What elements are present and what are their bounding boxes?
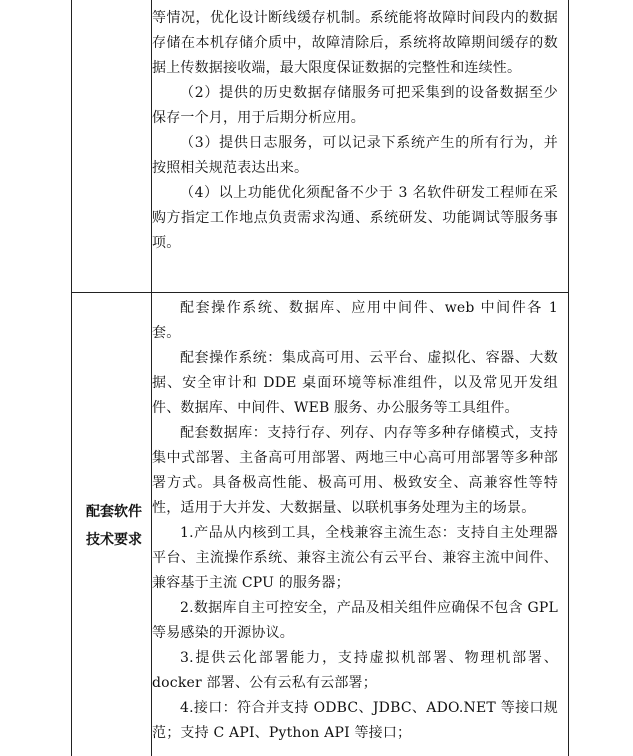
table-row-divider	[71, 292, 569, 293]
row-label-line: 配套软件	[86, 504, 142, 520]
paragraph: 配套操作系统：集成高可用、云平台、虚拟化、容器、大数据、安全审计和 DDE 桌面环境等标准组件，以及常见开发组件、数据库、中间件、WEB 服务、办公服务等工具组件。	[152, 350, 558, 416]
paragraph: 2.数据库自主可控安全，产品及相关组件应确保不包含 GPL 等易感染的开源协议。	[152, 600, 558, 641]
bottom-cell-content	[152, 296, 558, 746]
paragraph: 1.产品从内核到工具，全栈兼容主流生态：支持自主处理器平台、主流操作系统、兼容主流公有云平台、兼容主流中间件、兼容基于主流 CPU 的服务器；	[152, 525, 558, 591]
table-right-border	[568, 0, 569, 756]
paragraph: 3.提供云化部署能力，支持虚拟机部署、物理机部署、docker 部署、公有云私有云部署；	[152, 650, 558, 691]
paragraph: 配套数据库：支持行存、列存、内存等多种存储模式，支持集中式部署、主备高可用部署、两地三中心高可用部署等多种部署方式。具备极高性能、极高可用、极致安全、高兼容性等特性，适用于大并发、大数据量、以联机事务处理为主的场景。	[152, 425, 558, 516]
paragraph: （4）以上功能优化须配备不少于 3 名软件研发工程师在采购方指定工作地点负责需求沟通、系统研发、功能调试等服务事项。	[152, 185, 558, 251]
paragraph: （2）提供的历史数据存储服务可把采集到的设备数据至少保存一个月，用于后期分析应用。	[152, 85, 558, 126]
row-label-line: 技术要求	[86, 532, 142, 548]
top-cell-content	[152, 6, 558, 256]
row-label	[76, 498, 152, 554]
paragraph: （3）提供日志服务，可以记录下系统产生的所有行为，并按照相关规范表达出来。	[152, 135, 558, 176]
paragraph: 配套操作系统、数据库、应用中间件、web 中间件各 1 套。	[152, 300, 558, 341]
paragraph: 4.接口：符合并支持 ODBC、JDBC、ADO.NET 等接口规范；支持 C API、Python API 等接口；	[152, 700, 558, 741]
paragraph: 等情况，优化设计断线缓存机制。系统能将故障时间段内的数据存储在本机存储介质中，故障清除后，系统将故障期间缓存的数据上传数据接收端，最大限度保证数据的完整性和连续性。	[152, 10, 558, 76]
table-left-border	[71, 0, 72, 756]
